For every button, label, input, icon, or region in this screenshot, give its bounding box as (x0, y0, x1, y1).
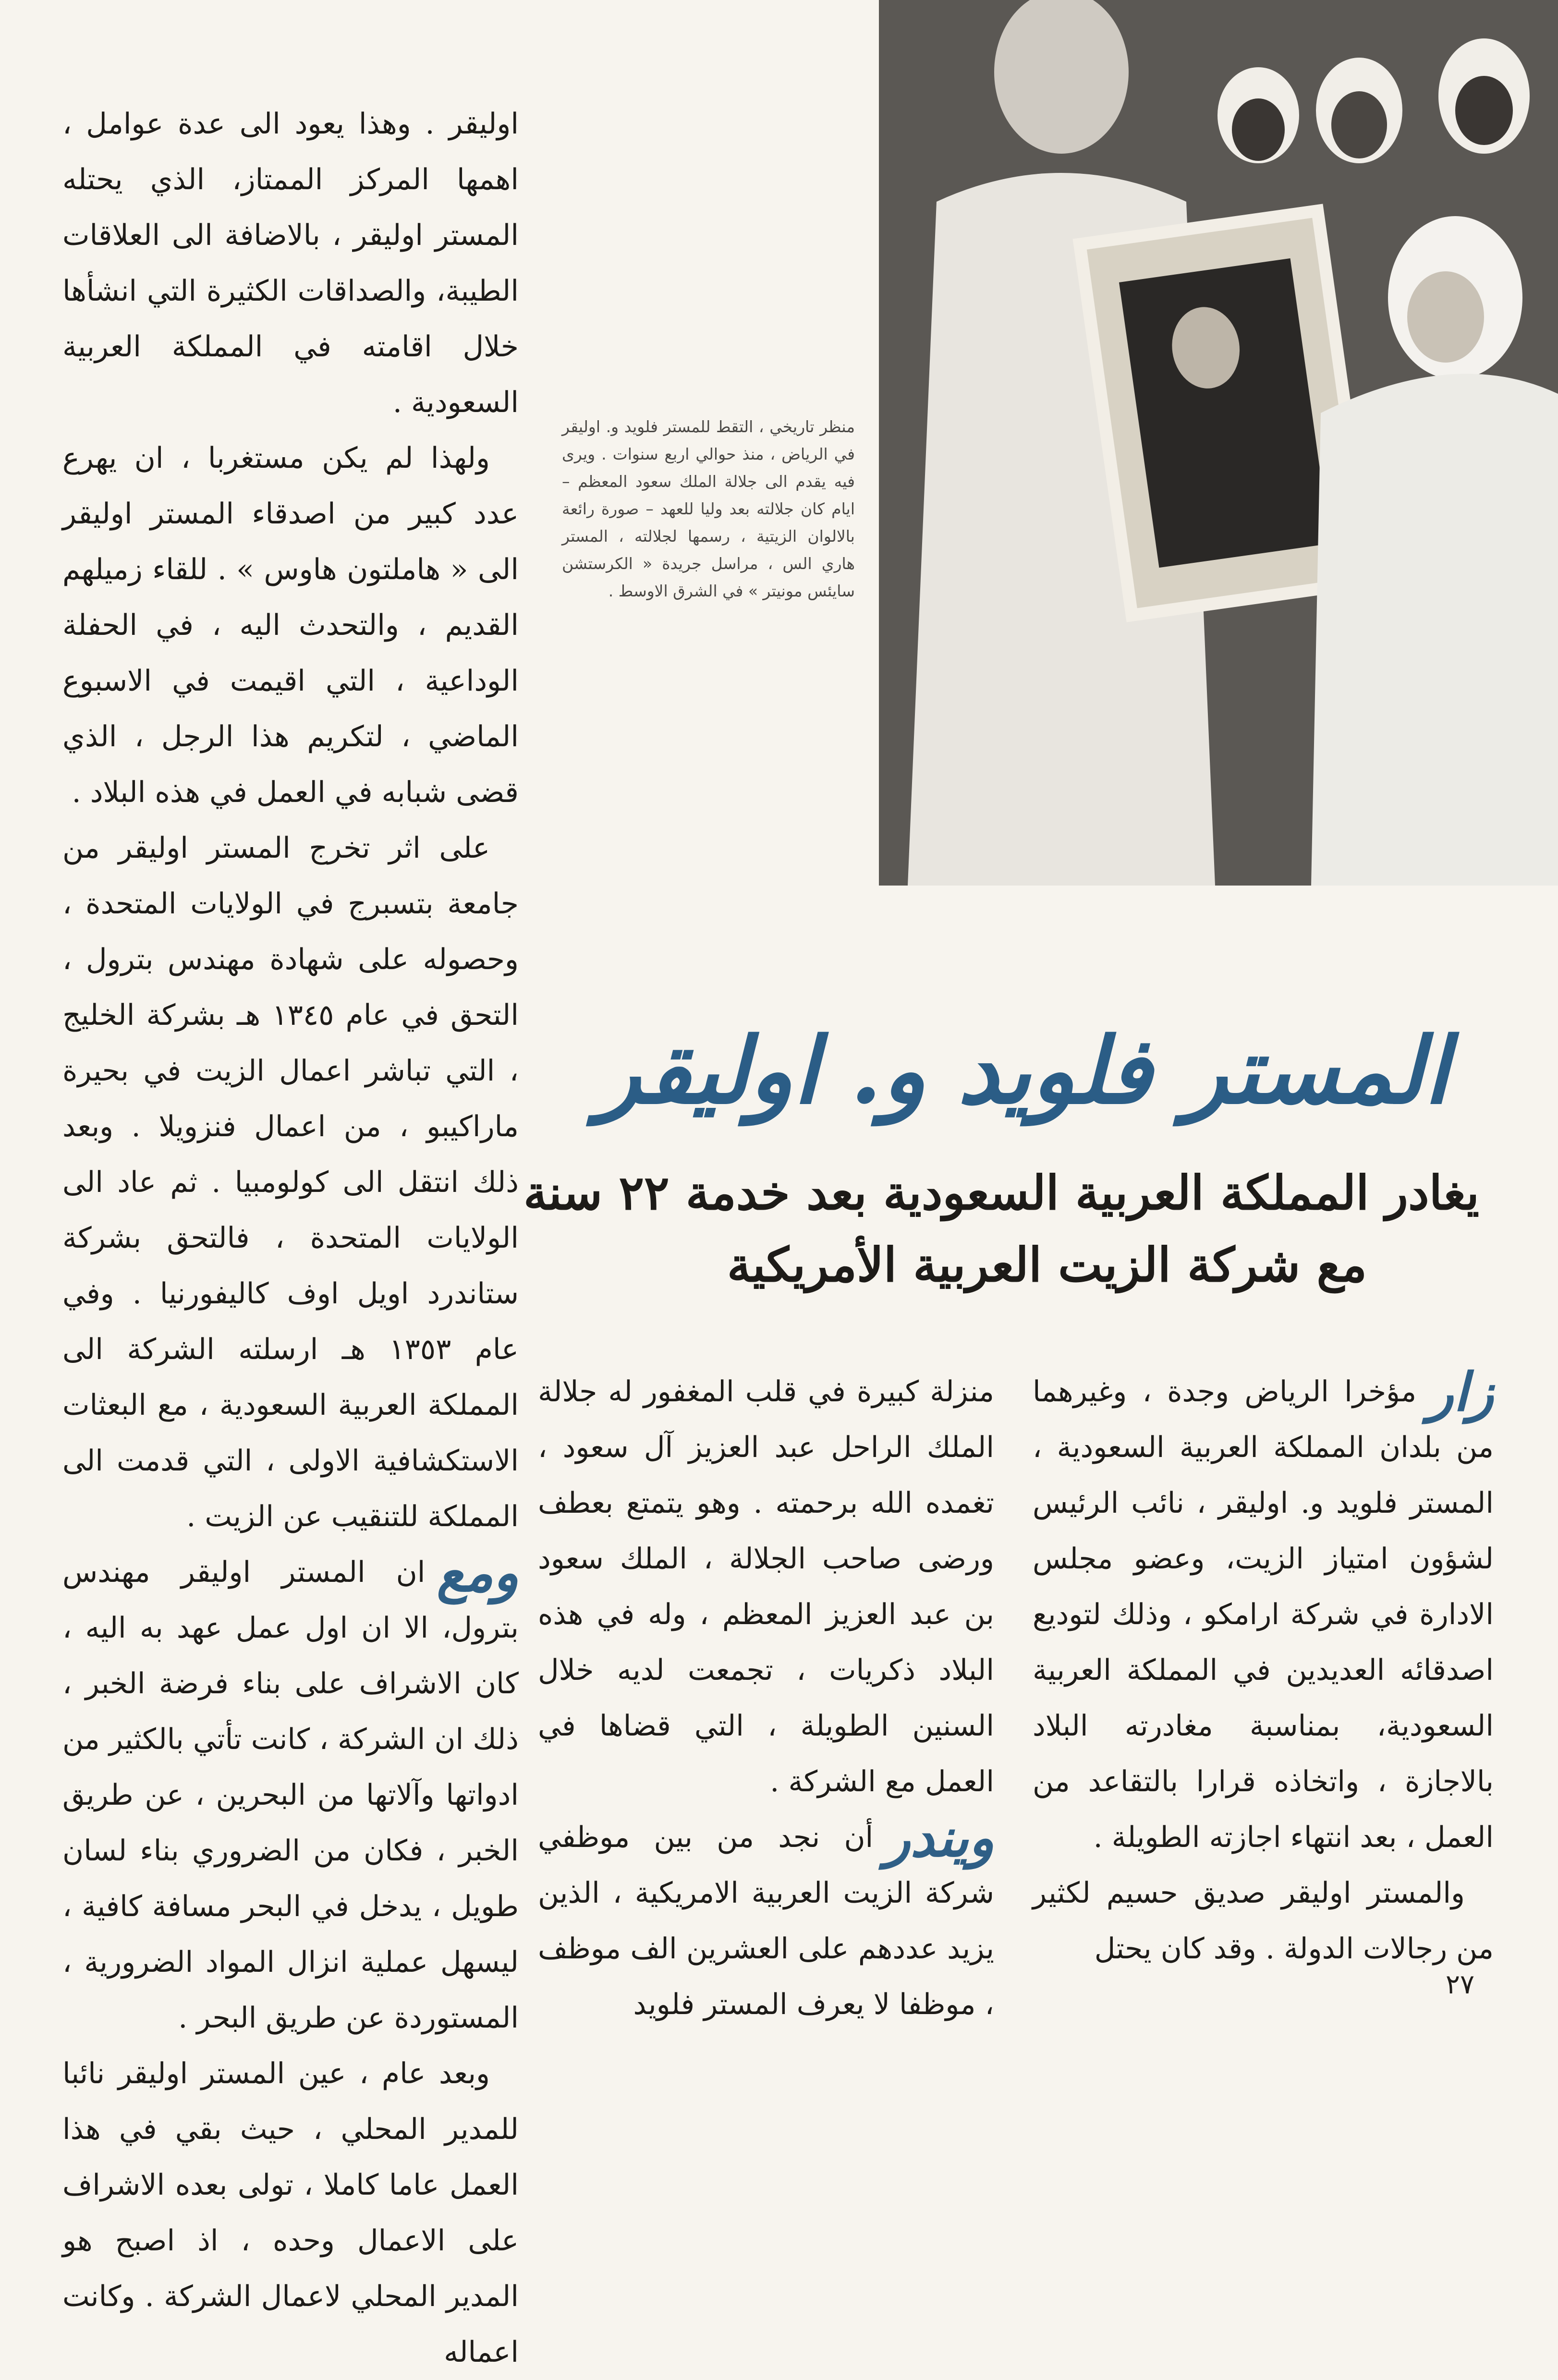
photo-caption: منظر تاريخي ، التقط للمستر فلويد و. اوليقر في الرياض ، منذ حوالي اربع سنوات . ويرى فيه يقدم الى جلالة الملك سعود المعظم – ايام كان جلالته بعد وليا للعهد – صورة رائعة بالالوان الزيتية ، رسمها لجلالته ، المستر هاري الس ، مراسل جريدة « الكرستشن سايئس مونيتر » في الشرق الاوسط . (562, 417, 855, 600)
subheadline-line-1: يغادر المملكة العربية السعودية بعد خدمة ٢٢ سنة (523, 1166, 1479, 1221)
middle-paragraph-2 (538, 1809, 994, 2032)
middle-paragraph-1: منزلة كبيرة في قلب المغفور له جلالة الملك الراحل عبد العزيز آل سعود ، تغمده الله برحمته . وهو يتمتع بعطف ورضى صاحب الجلالة ، الملك سعود بن عبد العزيز المعظم ، وله في هذه البلاد ذكريات ، تجمعت لديه خلال السنين الطويلة ، التي قضاها في العمل مع الشركة . (538, 1375, 994, 1798)
left-dropcap: ومع (437, 1542, 519, 1603)
right-paragraph-1 (1033, 1361, 1494, 1865)
middle-dropcap: ويندر (885, 1807, 994, 1869)
right-paragraph-2: والمستر اوليقر صديق حسيم لكثير من رجالات الدولة . وقد كان يحتل (1033, 1876, 1494, 1966)
article-headline: المستر فلويد و. اوليقر (597, 1017, 1449, 1124)
right-paragraph-1-text: مؤخرا الرياض وجدة ، وغيرهما من بلدان المملكة العربية السعودية ، المستر فلويد و. اوليقر ، نائب الرئيس لشؤون امتياز الزيت، وعضو مجلس الادارة في شركة ارامكو ، وذلك لتوديع اصدقائه العديدين في المملكة العربية السعودية، بمناسبة مغادرته البلاد بالاجازة ، واتخاذه قرارا بالتقاعد من العمل ، بعد انتهاء اجازته الطويلة . (1033, 1375, 1494, 1854)
left-paragraph-4 (62, 1544, 519, 2046)
left-paragraph-5: وبعد عام ، عين المستر اوليقر نائبا للمدير المحلي ، حيث بقي في هذا العمل عاما كاملا ، تولى بعده الاشراف على الاعمال وحده ، اذ اصبح هو المدير المحلي لاعمال الشركة . وكانت اعماله (62, 2057, 519, 2369)
article-subheadline (523, 1157, 1479, 1301)
middle-paragraph-2-text: أن نجد من بين موظفي شركة الزيت العربية الامريكية ، الذين يزيد عددهم على العشرين الف موظف ، موظفا لا يعرف المستر فلويد (538, 1821, 994, 2021)
right-column (1033, 1361, 1494, 1969)
photo-illustration (879, 0, 1558, 886)
article-photograph (879, 0, 1558, 886)
left-paragraph-4-text: ان المستر اوليقر مهندس بترول، الا ان اول عمل عهد به اليه ، كان الاشراف على بناء فرضة الخبر ، ذلك ان الشركة ، كانت تأتي بالكثير من ادواتها وآلاتها من البحرين ، عن طريق الخبر ، فكان من الضروري بناء لسان طويل ، يدخل في البحر مسافة كافية ، ليسهل عملية انزال المواد الضرورية ، المستوردة عن طريق البحر . (62, 1555, 519, 2035)
subheadline-line-2: مع شركة الزيت العربية الأمريكية (727, 1238, 1367, 1293)
page-number: ٢٧ (1445, 1969, 1475, 2000)
middle-column (538, 1364, 994, 2021)
right-dropcap: زار (1428, 1361, 1494, 1423)
left-paragraph-2: ولهذا لم يكن مستغربا ، ان يهرع عدد كبير من اصدقاء المستر اوليقر الى « هاملتون هاوس » . للقاء زميلهم القديم ، والتحدث اليه ، في الحفلة الوداعية ، التي اقيمت في الاسبوع الماضي ، لتكريم هذا الرجل ، الذي قضى شبابه في العمل في هذه البلاد . (62, 441, 519, 809)
left-paragraph-3: على اثر تخرج المستر اوليقر من جامعة بتسبرج في الولايات المتحدة ، وحصوله على شهادة مهندس بترول ، التحق في عام ١٣٤٥ هـ بشركة الخليج ، التي تباشر اعمال الزيت في بحيرة ماراكيبو ، من اعمال فنزويلا . وبعد ذلك انتقل الى كولومبيا . ثم عاد الى الولايات المتحدة ، فالتحق بشركة ستاندرد اويل اوف كاليفورنيا . وفي عام ١٣٥٣ هـ ارسلته الشركة الى المملكة العربية السعودية ، مع البعثات الاستكشافية الاولى ، التي قدمت الى المملكة للتنقيب عن الزيت . (62, 831, 519, 1533)
left-paragraph-1: اوليقر . وهذا يعود الى عدة عوامل ، اهمها المركز الممتاز، الذي يحتله المستر اوليقر ، بالاضافة الى العلاقات الطيبة، والصداقات الكثيرة التي انشأها خلال اقامته في المملكة العربية السعودية . (62, 107, 519, 419)
left-column (62, 96, 519, 2369)
